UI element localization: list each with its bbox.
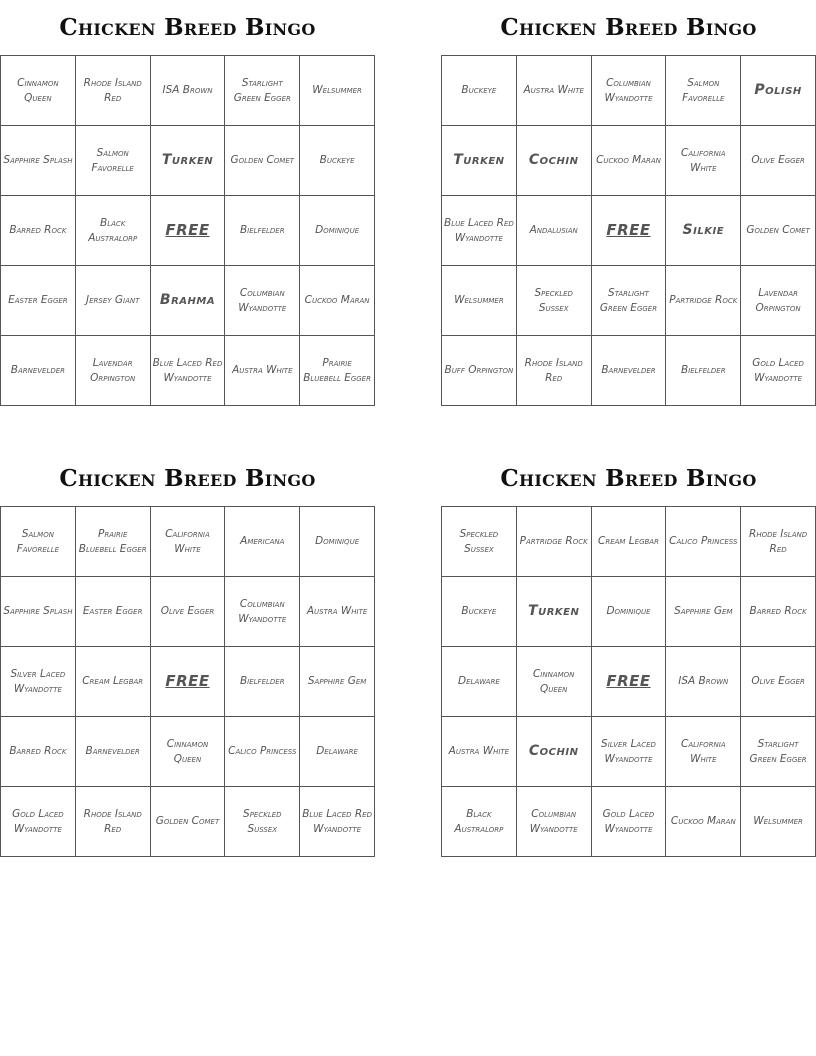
bingo-cell bbox=[300, 126, 375, 196]
card-title: Chicken Breed Bingo bbox=[59, 465, 316, 492]
bingo-cell bbox=[666, 56, 741, 126]
bingo-cell-label: Bielfelder bbox=[680, 364, 726, 376]
bingo-cell bbox=[300, 266, 375, 336]
bingo-cell-label: Barnevelder bbox=[85, 745, 140, 757]
bingo-grid bbox=[441, 506, 816, 857]
free-space bbox=[151, 196, 226, 266]
free-space bbox=[592, 647, 667, 717]
bingo-cell-label: Gold Laced Wyandotte bbox=[602, 807, 655, 835]
bingo-cell-label: Dominique bbox=[315, 224, 360, 236]
bingo-cell-label: Partridge Rock bbox=[669, 294, 738, 306]
bingo-cell bbox=[666, 787, 741, 857]
bingo-cell-label: Austra White bbox=[523, 84, 584, 96]
free-space bbox=[151, 647, 226, 717]
bingo-cell-label: Austra White bbox=[448, 745, 510, 757]
bingo-cell bbox=[517, 126, 592, 196]
bingo-cell bbox=[517, 647, 592, 717]
bingo-cell bbox=[225, 56, 300, 126]
bingo-cell-label: Gold Laced Wyandotte bbox=[12, 807, 64, 835]
bingo-cell bbox=[225, 717, 300, 787]
bingo-cell bbox=[592, 787, 667, 857]
bingo-cell-label: Barred Rock bbox=[749, 605, 807, 617]
bingo-cell bbox=[442, 647, 517, 717]
bingo-cell bbox=[225, 787, 300, 857]
bingo-cell-label: Polish bbox=[754, 82, 802, 98]
bingo-cell-label: Golden Comet bbox=[230, 154, 295, 166]
bingo-cell-label: Sapphire Gem bbox=[674, 605, 733, 617]
bingo-cell bbox=[151, 507, 226, 577]
bingo-cell-label: Delaware bbox=[316, 745, 358, 757]
bingo-cell bbox=[592, 336, 667, 406]
bingo-cell-label: Turken bbox=[453, 152, 505, 168]
bingo-cell-label: California White bbox=[165, 527, 210, 555]
bingo-cell-label: Cinnamon Queen bbox=[166, 737, 209, 765]
bingo-cell bbox=[517, 336, 592, 406]
bingo-cell-label: Golden Comet bbox=[155, 815, 220, 827]
bingo-cell bbox=[151, 787, 226, 857]
bingo-card-1 bbox=[0, 0, 375, 406]
bingo-cell bbox=[151, 336, 226, 406]
bingo-cell-label: Easter Egger bbox=[8, 294, 68, 306]
bingo-cell-label: Silver Laced Wyandotte bbox=[10, 667, 66, 695]
bingo-cell bbox=[1, 56, 76, 126]
bingo-cell-label: FREE bbox=[606, 672, 651, 690]
bingo-cell-label: Sapphire Gem bbox=[307, 675, 367, 687]
bingo-cell bbox=[741, 717, 816, 787]
bingo-cell bbox=[76, 507, 151, 577]
bingo-cell-label: Blue Laced Red Wyandotte bbox=[444, 216, 514, 244]
bingo-cell bbox=[76, 717, 151, 787]
bingo-cell-label: Columbian Wyandotte bbox=[238, 286, 287, 314]
bingo-cell-label: Cuckoo Maran bbox=[304, 294, 370, 306]
bingo-cell-label: Barnevelder bbox=[601, 364, 656, 376]
bingo-cell-label: Turken bbox=[528, 603, 580, 619]
bingo-cell-label: Blue Laced Red Wyandotte bbox=[152, 356, 223, 384]
bingo-cell-label: Lavendar Orpington bbox=[90, 356, 136, 384]
bingo-cell bbox=[300, 507, 375, 577]
bingo-cell bbox=[442, 577, 517, 647]
bingo-cell-label: Barred Rock bbox=[9, 224, 67, 236]
bingo-cell bbox=[517, 56, 592, 126]
bingo-cell bbox=[666, 647, 741, 717]
bingo-grid bbox=[0, 55, 375, 406]
bingo-cell-label: Buckeye bbox=[461, 605, 497, 617]
bingo-cell-label: Prairie Bluebell Egger bbox=[78, 527, 147, 555]
bingo-cell bbox=[592, 577, 667, 647]
bingo-cell bbox=[666, 577, 741, 647]
bingo-cell bbox=[76, 787, 151, 857]
bingo-cell-label: Buff Orpington bbox=[444, 364, 514, 376]
bingo-cell-label: Delaware bbox=[458, 675, 500, 687]
bingo-cell bbox=[517, 196, 592, 266]
bingo-cell-label: Rhode Island Red bbox=[524, 356, 583, 384]
bingo-cell bbox=[517, 717, 592, 787]
bingo-cell bbox=[741, 196, 816, 266]
bingo-cell bbox=[666, 717, 741, 787]
bingo-cell-label: Barnevelder bbox=[10, 364, 66, 376]
bingo-cell-label: California White bbox=[681, 146, 726, 174]
bingo-cell bbox=[300, 196, 375, 266]
bingo-cell bbox=[300, 577, 375, 647]
bingo-cell bbox=[1, 266, 76, 336]
bingo-cell-label: California White bbox=[681, 737, 726, 765]
bingo-cell bbox=[666, 196, 741, 266]
bingo-cell bbox=[151, 126, 226, 196]
bingo-cell bbox=[517, 266, 592, 336]
bingo-cell-label: Jersey Giant bbox=[86, 294, 140, 306]
bingo-cell-label: Sapphire Splash bbox=[3, 605, 73, 617]
bingo-cell-label: Lavendar Orpington bbox=[755, 286, 801, 314]
bingo-cell-label: Cream Legbar bbox=[82, 675, 144, 687]
bingo-cell bbox=[442, 126, 517, 196]
bingo-cell bbox=[76, 266, 151, 336]
bingo-grid bbox=[441, 55, 816, 406]
bingo-cell bbox=[442, 56, 517, 126]
bingo-cell bbox=[592, 126, 667, 196]
bingo-cell bbox=[225, 126, 300, 196]
bingo-cell bbox=[1, 336, 76, 406]
bingo-cell bbox=[151, 577, 226, 647]
bingo-cell bbox=[666, 266, 741, 336]
bingo-cell-label: Salmon Favorelle bbox=[16, 527, 60, 555]
bingo-card-2 bbox=[441, 0, 816, 406]
bingo-cell-label: Easter Egger bbox=[82, 605, 143, 617]
bingo-cell-label: Black Australorp bbox=[454, 807, 504, 835]
bingo-cell bbox=[1, 717, 76, 787]
bingo-cell-label: Prairie Bluebell Egger bbox=[303, 356, 371, 384]
bingo-cell-label: Buckeye bbox=[319, 154, 355, 166]
bingo-cell bbox=[300, 336, 375, 406]
bingo-cell bbox=[76, 56, 151, 126]
bingo-cell bbox=[666, 126, 741, 196]
bingo-cell bbox=[517, 507, 592, 577]
bingo-cell-label: Olive Egger bbox=[751, 154, 805, 166]
bingo-cell-label: Americana bbox=[240, 535, 285, 547]
bingo-cell bbox=[300, 647, 375, 717]
bingo-cell bbox=[1, 126, 76, 196]
bingo-cell bbox=[1, 507, 76, 577]
bingo-cell bbox=[517, 577, 592, 647]
bingo-cell bbox=[592, 56, 667, 126]
bingo-cell-label: Brahma bbox=[159, 292, 216, 308]
bingo-cell bbox=[592, 717, 667, 787]
bingo-cell-label: Starlight Green Egger bbox=[599, 286, 658, 314]
bingo-cell-label: Austra White bbox=[232, 364, 293, 376]
bingo-cell bbox=[741, 647, 816, 717]
card-title: Chicken Breed Bingo bbox=[500, 465, 757, 492]
bingo-cell-label: Calico Princess bbox=[228, 745, 297, 757]
bingo-cell bbox=[1, 196, 76, 266]
bingo-cell-label: Bielfelder bbox=[239, 675, 285, 687]
bingo-cell-label: Salmon Favorelle bbox=[682, 76, 725, 104]
bingo-cell-label: Bielfelder bbox=[239, 224, 285, 236]
free-space bbox=[592, 196, 667, 266]
bingo-cell bbox=[225, 266, 300, 336]
bingo-cell-label: Cream Legbar bbox=[598, 535, 659, 547]
bingo-cell-label: Silkie bbox=[682, 222, 725, 238]
bingo-cell-label: Gold Laced Wyandotte bbox=[752, 356, 804, 384]
bingo-cell-label: Calico Princess bbox=[669, 535, 738, 547]
bingo-cell-label: Silver Laced Wyandotte bbox=[601, 737, 656, 765]
bingo-cell bbox=[1, 787, 76, 857]
card-title: Chicken Breed Bingo bbox=[500, 14, 757, 41]
bingo-cell bbox=[151, 56, 226, 126]
bingo-cell bbox=[225, 647, 300, 717]
bingo-cell-label: FREE bbox=[165, 672, 210, 690]
bingo-cell bbox=[442, 266, 517, 336]
bingo-cell-label: Cuckoo Maran bbox=[596, 154, 661, 166]
bingo-cell bbox=[225, 196, 300, 266]
bingo-cell-label: Welsummer bbox=[753, 815, 803, 827]
bingo-cell-label: Black Australorp bbox=[88, 216, 138, 244]
bingo-cell bbox=[76, 647, 151, 717]
bingo-cell-label: Olive Egger bbox=[751, 675, 805, 687]
bingo-cell bbox=[300, 56, 375, 126]
bingo-cell-label: Barred Rock bbox=[9, 745, 67, 757]
bingo-cell bbox=[592, 266, 667, 336]
bingo-cell-label: Dominique bbox=[606, 605, 651, 617]
bingo-cell bbox=[592, 507, 667, 577]
bingo-cell-label: Blue Laced Red Wyandotte bbox=[302, 807, 372, 835]
bingo-cell-label: Rhode Island Red bbox=[83, 807, 142, 835]
bingo-cell-label: Buckeye bbox=[461, 84, 497, 96]
bingo-cell bbox=[1, 647, 76, 717]
bingo-card-4 bbox=[441, 451, 816, 857]
bingo-cell bbox=[442, 196, 517, 266]
bingo-cell bbox=[741, 577, 816, 647]
bingo-cell bbox=[1, 577, 76, 647]
bingo-cell bbox=[442, 507, 517, 577]
bingo-cell-label: Salmon Favorelle bbox=[91, 146, 134, 174]
bingo-cell-label: Cinnamon Queen bbox=[532, 667, 575, 695]
bingo-cell-label: Andalusian bbox=[529, 224, 578, 236]
bingo-cell bbox=[151, 717, 226, 787]
bingo-cell-label: Columbian Wyandotte bbox=[529, 807, 578, 835]
bingo-cell bbox=[76, 577, 151, 647]
bingo-cell bbox=[741, 787, 816, 857]
bingo-grid bbox=[0, 506, 375, 857]
bingo-cell-label: Olive Egger bbox=[160, 605, 215, 617]
bingo-cell bbox=[76, 196, 151, 266]
bingo-cell bbox=[741, 336, 816, 406]
bingo-cell-label: Rhode Island Red bbox=[83, 76, 142, 104]
bingo-cell bbox=[300, 787, 375, 857]
bingo-cell-label: Cuckoo Maran bbox=[670, 815, 736, 827]
bingo-cell-label: Speckled Sussex bbox=[459, 527, 499, 555]
bingo-cell bbox=[741, 56, 816, 126]
bingo-cell bbox=[517, 787, 592, 857]
bingo-cell-label: Turken bbox=[161, 152, 214, 168]
bingo-cell-label: Speckled Sussex bbox=[534, 286, 573, 314]
bingo-cell bbox=[76, 126, 151, 196]
card-title: Chicken Breed Bingo bbox=[59, 14, 316, 41]
bingo-cell-label: Columbian Wyandotte bbox=[238, 597, 287, 625]
bingo-cell-label: Austra White bbox=[306, 605, 368, 617]
bingo-cell bbox=[741, 126, 816, 196]
bingo-cell bbox=[225, 336, 300, 406]
bingo-cell-label: Columbian Wyandotte bbox=[604, 76, 653, 104]
bingo-cell bbox=[741, 507, 816, 577]
bingo-cell-label: ISA Brown bbox=[678, 675, 729, 687]
bingo-cell-label: Cinnamon Queen bbox=[17, 76, 59, 104]
bingo-cell bbox=[741, 266, 816, 336]
bingo-cell-label: Cochin bbox=[528, 152, 579, 168]
bingo-cell-label: ISA Brown bbox=[162, 84, 213, 96]
bingo-cell-label: Sapphire Splash bbox=[3, 154, 73, 166]
bingo-cell-label: Starlight Green Egger bbox=[749, 737, 807, 765]
bingo-cell-label: FREE bbox=[165, 221, 210, 239]
bingo-cell-label: Cochin bbox=[528, 743, 579, 759]
bingo-cell-label: Partridge Rock bbox=[519, 535, 588, 547]
bingo-cell bbox=[442, 717, 517, 787]
bingo-cell bbox=[666, 507, 741, 577]
bingo-cell bbox=[151, 266, 226, 336]
bingo-cell bbox=[225, 507, 300, 577]
bingo-cell bbox=[300, 717, 375, 787]
bingo-card-3 bbox=[0, 451, 375, 857]
bingo-cell bbox=[442, 336, 517, 406]
bingo-cell-label: Dominique bbox=[315, 535, 360, 547]
bingo-cell bbox=[666, 336, 741, 406]
bingo-cell-label: Speckled Sussex bbox=[243, 807, 282, 835]
bingo-cell-label: FREE bbox=[606, 221, 651, 239]
bingo-cell-label: Starlight Green Egger bbox=[233, 76, 291, 104]
bingo-cell-label: Rhode Island Red bbox=[749, 527, 808, 555]
bingo-cell-label: Golden Comet bbox=[746, 224, 810, 236]
bingo-cell-label: Welsummer bbox=[312, 84, 362, 96]
bingo-cell-label: Welsummer bbox=[454, 294, 504, 306]
bingo-cell bbox=[225, 577, 300, 647]
bingo-cell bbox=[76, 336, 151, 406]
bingo-cell bbox=[442, 787, 517, 857]
